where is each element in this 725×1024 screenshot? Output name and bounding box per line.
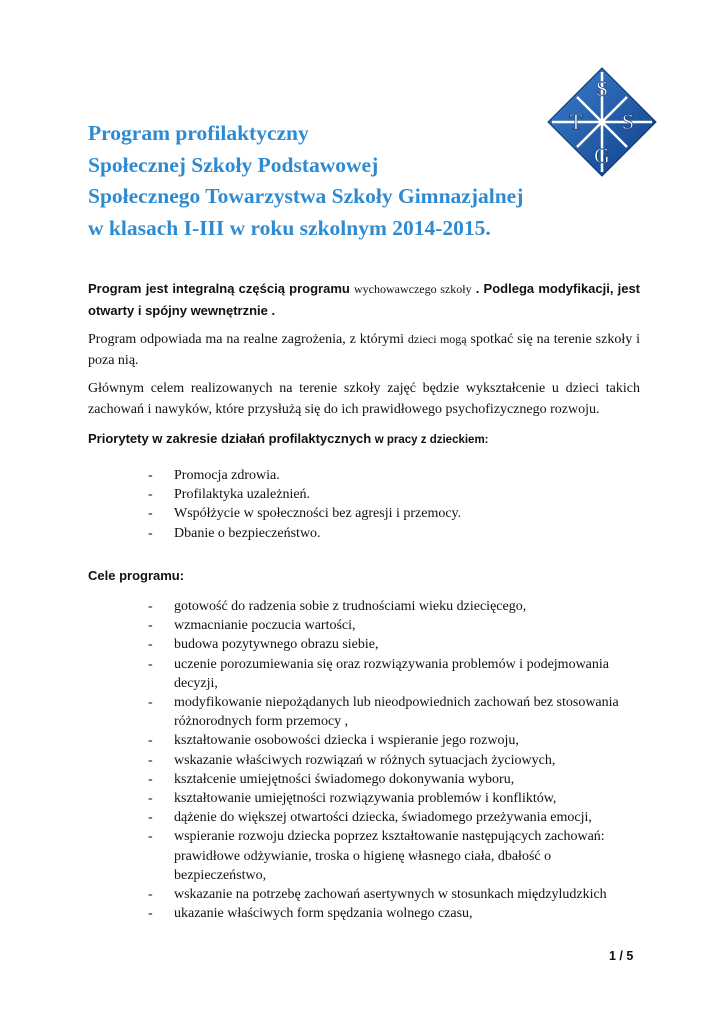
list-item: - uczenie porozumiewania się oraz rozwiązywania problemów i podejmowania decyzji, [148,655,640,693]
list-item: - wskazanie na potrzebę zachowań asertywnych w stosunkach międzyludzkich [148,885,640,904]
paragraph-threats-text-c: spotkać się na terenie szkoły i poza nią. [88,332,641,368]
intro-bold-2: . Podlega modyfikacji, [475,281,614,296]
list-item: - gotowość do radzenia sobie z trudnościami wieku dziecięcego, [148,597,640,616]
logo-letter-left: T [569,109,583,134]
list-item: - wspieranie rozwoju dziecka poprzez kształtowanie następujących zachowań: prawidłowe odżywianie, troska o higienę własnego ciała, dbałość o bezpieczeństwo, [148,827,640,885]
list-item: - kształtowanie osobowości dziecka i wspieranie jego rozwoju, [148,731,640,750]
paragraph-threats-text-a: Program odpowiada ma na realne zagrożenia, z którymi [88,332,405,347]
list-item: - wzmacnianie poczucia wartości, [148,616,640,635]
paragraph-threats-text-b: dzieci mogą [407,332,467,346]
intro-small: wychowawczego szkoły [353,282,472,296]
logo-letter-bottom: G [594,143,610,168]
paragraph-main-goal: Głównym celem realizowanych na terenie szkoły zajęć będzie wykształcenie u dzieci takich zachowań i nawyków, które przysłużą się do ich prawidłowego psychofizycznego rozwoju. [88,381,640,417]
list-item: - kształcenie umiejętności świadomego dokonywania wyboru, [148,770,640,789]
intro-bold-3: jest otwarty i spójny wewnętrznie . [88,281,641,318]
goals-heading-text: Cele programu: [88,568,185,583]
intro-paragraph [88,279,640,322]
page-number: 1 / 5 [609,949,634,963]
list-item: - Współżycie w społeczności bez agresji i przemocy. [148,504,640,523]
list-item: - Dbanie o bezpieczeństwo. [148,524,640,543]
title-line: Program profilaktyczny [88,121,309,145]
document-title [88,118,648,244]
logo-letter-top: S [595,76,609,101]
logo-letter-right: S [621,109,635,134]
priorities-heading [88,429,640,451]
list-item: - modyfikowanie niepożądanych lub nieodpowiednich zachowań bez stosowania różnorodnych form przemocy , [148,693,640,731]
goals-heading [88,566,640,588]
list-item: - kształtowanie umiejętności rozwiązywania problemów i konfliktów, [148,789,640,808]
priorities-heading-a: Priorytety w zakresie działań profilaktycznych [88,431,372,446]
title-line: w klasach I-III w roku szkolnym 2014-2015. [88,215,491,240]
list-item: - wskazanie właściwych rozwiązań w różnych sytuacjach życiowych, [148,751,640,770]
list-item: - Profilaktyka uzależnień. [148,485,640,504]
goals-list [148,597,640,923]
title-line: Społecznej Szkoły Podstawowej [88,152,379,177]
list-item: - budowa pozytywnego obrazu siebie, [148,635,640,654]
intro-bold-1: Program jest integralną częścią programu [88,281,350,296]
priorities-heading-b: w pracy z dzieckiem: [374,434,489,446]
title-line: Społecznego Towarzystwa Szkoły Gimnazjalnej [88,184,524,209]
list-item: - dążenie do większej otwartości dziecka, świadomego przeżywania emocji, [148,808,640,827]
list-item: - Promocja zdrowia. [148,466,640,485]
priorities-list [148,466,640,543]
list-item: - ukazanie właściwych form spędzania wolnego czasu, [148,904,640,923]
paragraph-threats [88,329,640,371]
